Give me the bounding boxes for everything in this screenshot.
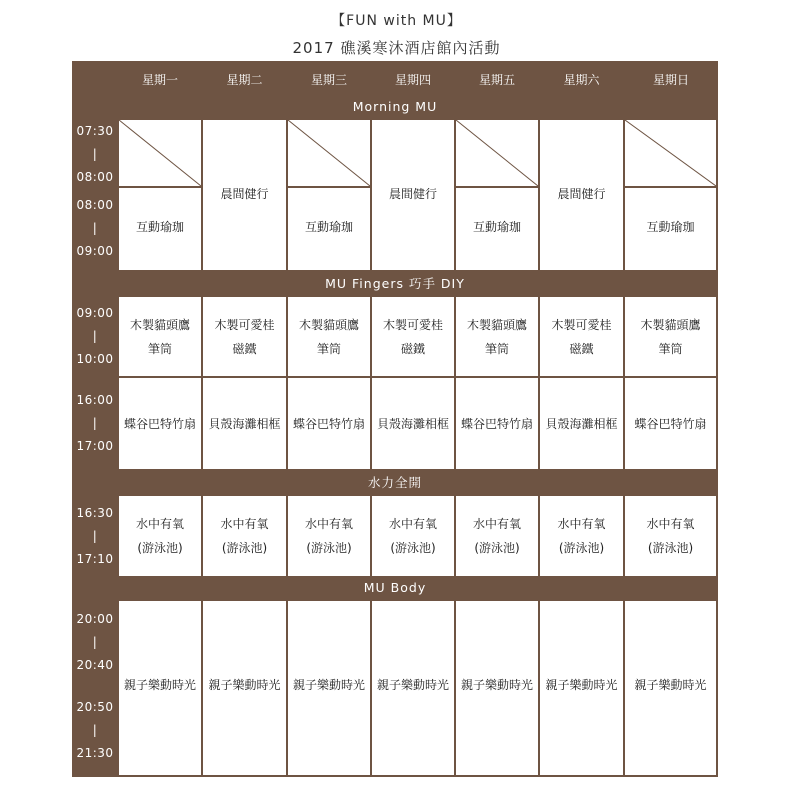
cell-thu-sheep-magnet: 木製可愛桂 磁鐵 (372, 297, 454, 376)
time-slot-0730: 07:30 | 08:00 (76, 124, 114, 184)
cell-tue-morning-walk: 晨間健行 (203, 120, 286, 270)
day-header-mon: 星期一 (141, 73, 178, 87)
cell-thu-aqua-aerobics: 水中有氧 (游泳池) (372, 496, 454, 576)
day-header-wed: 星期三 (310, 73, 347, 87)
cell-mon-butterfly-fan: 蝶谷巴特竹扇 (119, 378, 201, 469)
cell-wed-morning-empty (288, 120, 370, 186)
section-morning-mu: Morning MU (352, 99, 438, 114)
cell-sun-yoga: 互動瑜珈 (625, 188, 716, 270)
cell-fri-family-music: 親子樂動時光 (456, 601, 538, 775)
cell-tue-shell-frame: 貝殼海灘相框 (203, 378, 286, 469)
diagonal-line (119, 120, 201, 186)
cell-thu-morning-walk: 晨間健行 (372, 120, 454, 270)
cell-sat-morning-walk: 晨間健行 (540, 120, 623, 270)
day-header-tue: 星期二 (226, 73, 263, 87)
cell-sun-aqua-aerobics: 水中有氧 (游泳池) (625, 496, 716, 576)
cell-sat-aqua-aerobics: 水中有氧 (游泳池) (540, 496, 623, 576)
cell-sun-butterfly-fan: 蝶谷巴特竹扇 (625, 378, 716, 469)
cell-sun-family-music: 親子樂動時光 (625, 601, 716, 775)
diagonal-line (456, 120, 538, 186)
day-header-thu: 星期四 (394, 73, 431, 87)
cell-sat-shell-frame: 貝殼海灘相框 (540, 378, 623, 469)
cell-mon-family-music: 親子樂動時光 (119, 601, 201, 775)
cell-mon-aqua-aerobics: 水中有氧 (游泳池) (119, 496, 201, 576)
cell-mon-owl-holder: 木製貓頭鷹 筆筒 (119, 297, 201, 376)
diagonal-line (288, 120, 370, 186)
cell-mon-yoga: 互動瑜珈 (119, 188, 201, 270)
cell-thu-family-music: 親子樂動時光 (372, 601, 454, 775)
cell-wed-owl-holder: 木製貓頭鷹 筆筒 (288, 297, 370, 376)
day-header-sun: 星期日 (652, 73, 689, 87)
cell-wed-aqua-aerobics: 水中有氧 (游泳池) (288, 496, 370, 576)
time-slot-0800: 08:00 | 09:00 (76, 198, 114, 258)
cell-tue-sheep-magnet: 木製可愛桂 磁鐵 (203, 297, 286, 376)
diagonal-line (625, 120, 716, 186)
cell-mon-morning-empty (119, 120, 201, 186)
section-mu-fingers: MU Fingers 巧手 DIY (325, 276, 465, 291)
cell-fri-yoga: 互動瑜珈 (456, 188, 538, 270)
cell-tue-family-music: 親子樂動時光 (203, 601, 286, 775)
time-slot-2000: 20:00 | 20:40 20:50 | 21:30 (76, 612, 114, 760)
cell-thu-shell-frame: 貝殼海灘相框 (372, 378, 454, 469)
day-header-fri: 星期五 (478, 73, 515, 87)
cell-wed-butterfly-fan: 蝶谷巴特竹扇 (288, 378, 370, 469)
time-slot-1600: 16:00 | 17:00 (76, 393, 114, 453)
section-mu-body: MU Body (363, 580, 427, 595)
cell-fri-morning-empty (456, 120, 538, 186)
cell-sun-owl-holder: 木製貓頭鷹 筆筒 (625, 297, 716, 376)
cell-wed-yoga: 互動瑜珈 (288, 188, 370, 270)
cell-fri-aqua-aerobics: 水中有氧 (游泳池) (456, 496, 538, 576)
cell-sun-morning-empty (625, 120, 716, 186)
schedule-table (72, 61, 718, 777)
page-title: 【FUN with MU】 (331, 13, 462, 29)
time-slot-0900: 09:00 | 10:00 (76, 306, 114, 366)
cell-wed-family-music: 親子樂動時光 (288, 601, 370, 775)
cell-fri-owl-holder: 木製貓頭鷹 筆筒 (456, 297, 538, 376)
day-header-sat: 星期六 (563, 73, 600, 87)
cell-sat-family-music: 親子樂動時光 (540, 601, 623, 775)
page-subtitle: 2017 礁溪寒沐酒店館內活動 (292, 39, 501, 57)
cell-tue-aqua-aerobics: 水中有氧 (游泳池) (203, 496, 286, 576)
cell-fri-butterfly-fan: 蝶谷巴特竹扇 (456, 378, 538, 469)
time-slot-1630: 16:30 | 17:10 (76, 506, 114, 566)
cell-sat-sheep-magnet: 木製可愛桂 磁鐵 (540, 297, 623, 376)
section-water-power: 水力全開 (367, 475, 422, 490)
